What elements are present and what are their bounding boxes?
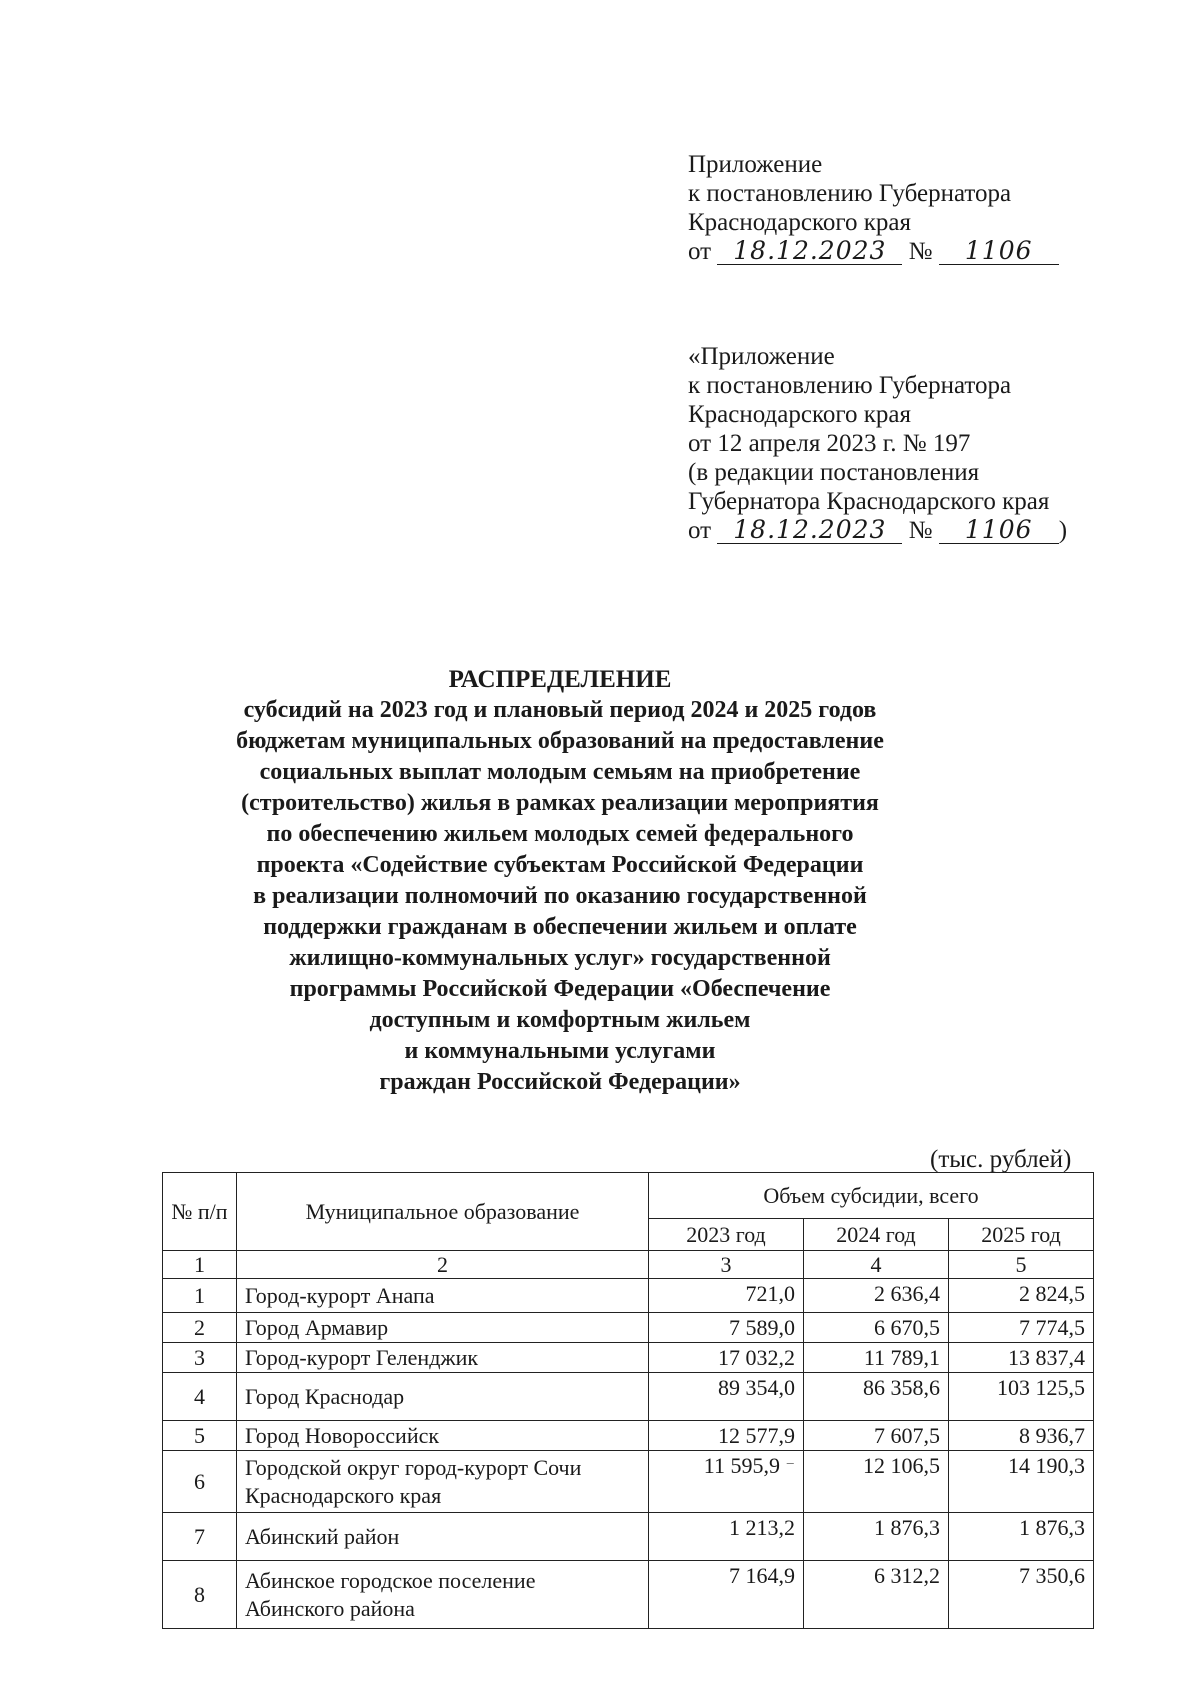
prior-line-6: Губернатора Краснодарского края [688, 488, 1050, 515]
row-value-2023: 1 213,2 [649, 1513, 804, 1561]
approval-block [688, 150, 1059, 266]
prior-date-line [688, 516, 1067, 545]
title-line: жилищно-коммунальных услуг» государственной [289, 945, 831, 971]
table-index-row [163, 1251, 1094, 1279]
title-line: социальных выплат молодым семьям на приобретение [259, 759, 861, 785]
row-value-2025: 103 125,5 [949, 1373, 1094, 1421]
header-no: № п/п [163, 1173, 237, 1251]
document-title [200, 664, 920, 1098]
row-value-2025: 8 936,7 [949, 1421, 1094, 1451]
title-line: субсидий на 2023 год и плановый период 2024 и 2025 годов [243, 697, 877, 723]
prior-number-handwritten: 1106 [939, 517, 1059, 544]
index-cell: 2 [237, 1251, 649, 1279]
table-row [163, 1279, 1094, 1313]
row-value-2024: 12 106,5 [804, 1451, 949, 1513]
row-municipality: Город Армавир [237, 1313, 649, 1343]
title-line: (строительство) жилья в рамках реализации мероприятия [241, 790, 879, 816]
row-value-2023: 89 354,0 [649, 1373, 804, 1421]
title-line: бюджетам муниципальных образований на предоставление [236, 728, 884, 754]
prior-line-2: к постановлению Губернатора [688, 372, 1012, 399]
prior-line-4: от 12 апреля 2023 г. № 197 [688, 430, 971, 457]
pen-tick-mark: ⁻ [785, 1457, 795, 1477]
approval-line-3: Краснодарского края [688, 209, 911, 236]
title-line: поддержки гражданам в обеспечении жильем и оплате [263, 914, 857, 940]
row-value-2024: 11 789,1 [804, 1343, 949, 1373]
row-value-2023: 17 032,2 [649, 1343, 804, 1373]
row-value-2025: 2 824,5 [949, 1279, 1094, 1313]
approval-line-1: Приложение [688, 151, 823, 178]
row-number: 6 [163, 1451, 237, 1513]
row-value-2025: 7 350,6 [949, 1561, 1094, 1629]
index-cell: 3 [649, 1251, 804, 1279]
row-value-2024: 6 312,2 [804, 1561, 949, 1629]
prior-line-3: Краснодарского края [688, 401, 911, 428]
prior-close-paren: ) [1058, 517, 1068, 544]
title-line: проекта «Содействие субъектам Российской Федерации [256, 852, 864, 878]
row-value-2025: 1 876,3 [949, 1513, 1094, 1561]
index-cell: 4 [804, 1251, 949, 1279]
table-row [163, 1513, 1094, 1561]
row-value-2024: 1 876,3 [804, 1513, 949, 1561]
prior-line-5: (в редакции постановления [688, 459, 980, 486]
row-value-2023: 11 595,9 ⁻ [649, 1451, 804, 1513]
prior-from-label: от [688, 517, 712, 544]
index-cell: 1 [163, 1251, 237, 1279]
row-municipality: Город Новороссийск [237, 1421, 649, 1451]
title-line: по обеспечению жильем молодых семей федерального [266, 821, 854, 847]
title-line: доступным и комфортным жильем [369, 1007, 751, 1033]
prior-appendix-block [688, 342, 1067, 545]
approval-date-handwritten: 18.12.2023 [717, 238, 902, 265]
header-year-2023: 2023 год [649, 1219, 804, 1251]
row-value-2025: 7 774,5 [949, 1313, 1094, 1343]
header-municipality: Муниципальное образование [237, 1173, 649, 1251]
table-row [163, 1421, 1094, 1451]
row-number: 2 [163, 1313, 237, 1343]
prior-line-1: «Приложение [688, 343, 835, 370]
units-label: (тыс. рублей) [930, 1146, 1072, 1173]
row-municipality: Город-курорт Анапа [237, 1279, 649, 1313]
title-line: граждан Российской Федерации» [379, 1069, 741, 1095]
row-municipality: Город Краснодар [237, 1373, 649, 1421]
row-municipality: Город-курорт Геленджик [237, 1343, 649, 1373]
row-municipality: Абинское городское поселение Абинского района [237, 1561, 649, 1629]
table-row [163, 1313, 1094, 1343]
table-row [163, 1373, 1094, 1421]
header-year-2025: 2025 год [949, 1219, 1094, 1251]
row-number: 8 [163, 1561, 237, 1629]
title-line: и коммунальными услугами [404, 1038, 716, 1064]
distribution-table [162, 1172, 1094, 1629]
row-value-2023: 12 577,9 [649, 1421, 804, 1451]
row-number: 7 [163, 1513, 237, 1561]
approval-date-line [688, 237, 1059, 266]
approval-line-2: к постановлению Губернатора [688, 180, 1012, 207]
row-value-2024: 2 636,4 [804, 1279, 949, 1313]
row-value-2025: 14 190,3 [949, 1451, 1094, 1513]
header-year-2024: 2024 год [804, 1219, 949, 1251]
row-number: 1 [163, 1279, 237, 1313]
row-number: 3 [163, 1343, 237, 1373]
row-value-2024: 6 670,5 [804, 1313, 949, 1343]
row-value-2025: 13 837,4 [949, 1343, 1094, 1373]
approval-from-label: от [688, 238, 712, 265]
table-row [163, 1343, 1094, 1373]
prior-number-label: № [908, 517, 933, 544]
table-header-row [163, 1173, 1094, 1219]
row-municipality: Абинский район [237, 1513, 649, 1561]
row-municipality: Городской округ город-курорт Сочи Краснодарского края [237, 1451, 649, 1513]
index-cell: 5 [949, 1251, 1094, 1279]
row-value-2023: 7 164,9 [649, 1561, 804, 1629]
row-value-2023: 721,0 [649, 1279, 804, 1313]
header-subsidy-total: Объем субсидии, всего [649, 1173, 1094, 1219]
title-line: в реализации полномочий по оказанию государственной [253, 883, 867, 909]
approval-number-label: № [908, 238, 933, 265]
row-value-2024: 7 607,5 [804, 1421, 949, 1451]
table-row [163, 1561, 1094, 1629]
title-line: программы Российской Федерации «Обеспечение [289, 976, 831, 1002]
row-number: 4 [163, 1373, 237, 1421]
row-value-2023: 7 589,0 [649, 1313, 804, 1343]
row-value-2024: 86 358,6 [804, 1373, 949, 1421]
table-row [163, 1451, 1094, 1513]
approval-number-handwritten: 1106 [939, 238, 1059, 265]
row-number: 5 [163, 1421, 237, 1451]
title-main: РАСПРЕДЕЛЕНИЕ [448, 666, 672, 693]
prior-date-handwritten: 18.12.2023 [717, 517, 902, 544]
